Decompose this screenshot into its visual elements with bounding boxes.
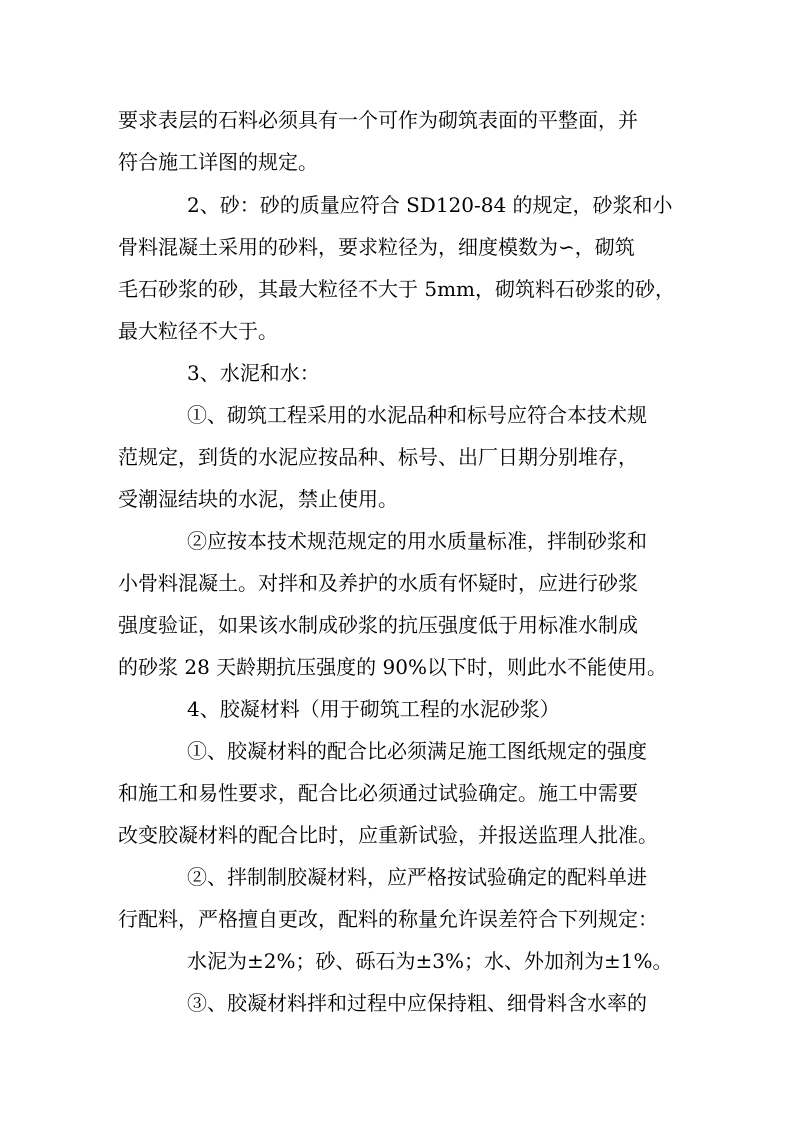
- text-line: ①、胶凝材料的配合比必须满足施工图纸规定的强度: [187, 739, 647, 763]
- text-line: 行配料，严格擅自更改，配料的称量允许误差符合下列规定：: [118, 907, 658, 931]
- text-line: 3、水泥和水：: [187, 361, 320, 385]
- text-line: 小骨料混凝土。对拌和及养护的水质有怀疑时，应进行砂浆: [118, 571, 638, 595]
- text-line: ②、拌制制胶凝材料，应严格按试验确定的配料单进: [187, 865, 647, 889]
- text-line: 和施工和易性要求，配合比必须通过试验确定。施工中需要: [118, 781, 638, 805]
- text-line: 改变胶凝材料的配合比时，应重新试验，并报送监理人批准。: [118, 823, 658, 847]
- text-line: 骨料混凝土采用的砂料，要求粒径为，细度模数为∽，砌筑: [118, 235, 635, 259]
- text-line: ③、胶凝材料拌和过程中应保持粗、细骨料含水率的: [187, 991, 647, 1015]
- text-line: 符合施工详图的规定。: [118, 150, 318, 174]
- text-line: ②应按本技术规范规定的用水质量标准，拌制砂浆和: [187, 529, 647, 553]
- text-line: 受潮湿结块的水泥，禁止使用。: [118, 487, 398, 511]
- text-line: 最大粒径不大于。: [118, 319, 278, 343]
- text-line: 毛石砂浆的砂，其最大粒径不大于 5mm，砌筑料石砂浆的砂，: [118, 277, 676, 301]
- text-line: 2、砂：砂的质量应符合 SD120-84 的规定，砂浆和小: [187, 193, 673, 217]
- text-line: 强度验证，如果该水制成砂浆的抗压强度低于用标准水制成: [118, 613, 638, 637]
- text-line: 的砂浆 28 天龄期抗压强度的 90%以下时，则此水不能使用。: [118, 655, 667, 679]
- text-line: 4、胶凝材料（用于砌筑工程的水泥砂浆）: [187, 697, 560, 721]
- text-line: 水泥为±2%；砂、砾石为±3%；水、外加剂为±1%。: [187, 949, 673, 973]
- text-line: ①、砌筑工程采用的水泥品种和标号应符合本技术规: [187, 403, 647, 427]
- text-line: 要求表层的石料必须具有一个可作为砌筑表面的平整面，并: [118, 108, 638, 132]
- text-line: 范规定，到货的水泥应按品种、标号、出厂日期分别堆存，: [118, 445, 638, 469]
